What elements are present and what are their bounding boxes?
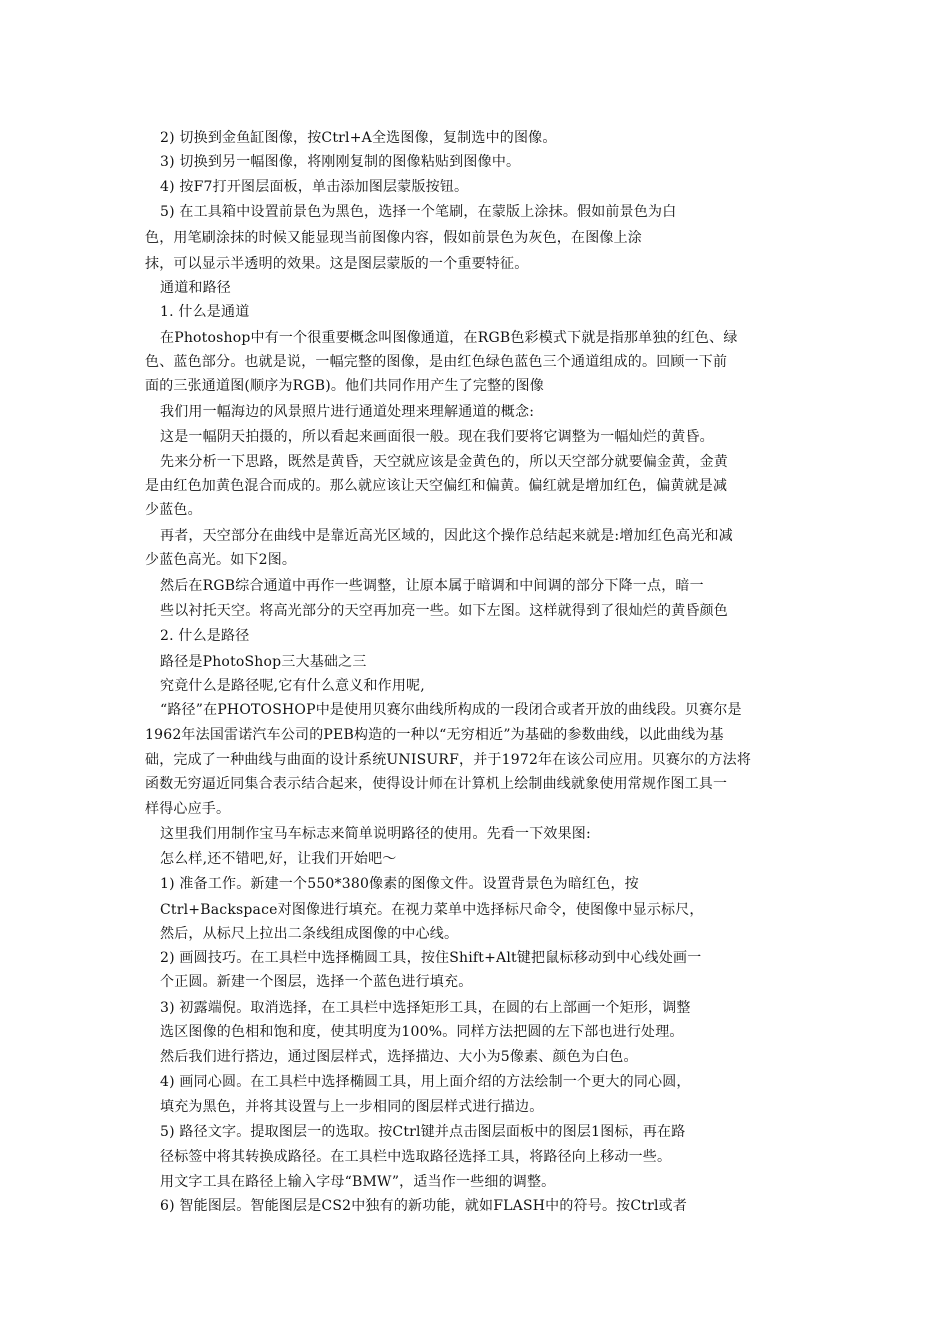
text-line: 个正圆。新建一个图层，选择一个蓝色进行填充。: [160, 974, 473, 990]
text-line: 这是一幅阴天拍摄的，所以看起来画面很一般。现在我们要将它调整为一幅灿烂的黄昏。: [160, 429, 714, 445]
text-line: 色、蓝色部分。也就是说，一幅完整的图像，是由红色绿色蓝色三个通道组成的。回顾一下前: [145, 354, 728, 370]
text-line: 些以衬托天空。将高光部分的天空再加亮一些。如下左图。这样就得到了很灿烂的黄昏颜色: [160, 603, 728, 619]
text-line: 先来分析一下思路，既然是黄昏，天空就应该是金黄色的，所以天空部分就要偏金黄，金黄: [160, 454, 728, 470]
text-line: 3) 初露端倪。取消选择，在工具栏中选择矩形工具，在圆的右上部画一个矩形，调整: [160, 1000, 691, 1016]
text-line: 6) 智能图层。智能图层是CS2中独有的新功能，就如FLASH中的符号。按Ctrl或者: [160, 1198, 688, 1214]
subsection-heading: 2. 什么是路径: [160, 628, 250, 644]
text-line: 然后在RGB综合通道中再作一些调整，让原本属于暗调和中间调的部分下降一点，暗一: [160, 578, 704, 594]
text-line: 再者，天空部分在曲线中是靠近高光区域的，因此这个操作总结起来就是:增加红色高光和减: [160, 528, 733, 544]
text-line: “路径”在PHOTOSHOP中是使用贝赛尔曲线所构成的一段闭合或者开放的曲线段。贝赛尔是: [160, 702, 742, 718]
text-line: 2) 画圆技巧。在工具栏中选择椭圆工具，按住Shift+Alt键把鼠标移动到中心线处画一: [160, 950, 702, 966]
text-line: 5) 在工具箱中设置前景色为黑色，选择一个笔刷，在蒙版上涂抹。假如前景色为白: [160, 204, 677, 220]
text-line: 少蓝色高光。如下2图。: [145, 552, 297, 568]
text-line: 抹，可以显示半透明的效果。这是图层蒙版的一个重要特征。: [145, 256, 529, 272]
text-line: 函数无穷逼近同集合表示结合起来，使得设计师在计算机上绘制曲线就象使用常规作图工具一: [145, 776, 728, 792]
text-line: 色，用笔刷涂抹的时候又能显现当前图像内容，假如前景色为灰色，在图像上涂: [145, 230, 642, 246]
text-line: 面的三张通道图(顺序为RGB)。他们共同作用产生了完整的图像: [145, 378, 544, 394]
subsection-heading: 1. 什么是通道: [160, 304, 250, 320]
text-line: Ctrl+Backspace对图像进行填充。在视力菜单中选择标尺命令，使图像中显示标尺，: [160, 902, 704, 918]
text-line: 用文字工具在路径上输入字母“BMW”，适当作一些细的调整。: [160, 1174, 556, 1190]
text-line: 是由红色加黄色混合而成的。那么就应该让天空偏红和偏黄。偏红就是增加红色，偏黄就是减: [145, 478, 728, 494]
section-heading: 通道和路径: [160, 280, 231, 296]
text-line: 1) 准备工作。新建一个550*380像素的图像文件。设置背景色为暗红色，按: [160, 876, 639, 892]
text-line: 怎么样,还不错吧,好，让我们开始吧～: [160, 851, 397, 867]
text-line: 础，完成了一种曲线与曲面的设计系统UNISURF，并于1972年在该公司应用。贝赛尔的方法将: [145, 752, 752, 768]
text-line: 4) 按F7打开图层面板，单击添加图层蒙版按钮。: [160, 179, 469, 195]
text-line: 4) 画同心圆。在工具栏中选择椭圆工具，用上面介绍的方法绘制一个更大的同心圆，: [160, 1074, 691, 1090]
text-line: 然后我们进行搭边，通过图层样式，选择描边、大小为5像素、颜色为白色。: [160, 1049, 638, 1065]
text-line: 在Photoshop中有一个很重要概念叫图像通道，在RGB色彩模式下就是指那单独的红色、绿: [160, 330, 738, 346]
text-line: 然后，从标尺上拉出二条线组成图像的中心线。: [160, 926, 459, 942]
text-line: 选区图像的色相和饱和度，使其明度为100%。同样方法把圆的左下部也进行处理。: [160, 1024, 684, 1040]
text-line: 我们用一幅海边的风景照片进行通道处理来理解通道的概念:: [160, 404, 535, 420]
text-line: 填充为黑色，并将其设置与上一步相同的图层样式进行描边。: [160, 1099, 544, 1115]
text-line: 样得心应手。: [145, 801, 231, 817]
text-line: 这里我们用制作宝马车标志来简单说明路径的使用。先看一下效果图:: [160, 826, 591, 842]
text-line: 2) 切换到金鱼缸图像，按Ctrl+A全选图像，复制选中的图像。: [160, 130, 557, 146]
text-line: 1962年法国雷诺汽车公司的PEB构造的一种以“无穷相近”为基础的参数曲线，以此曲线为基: [145, 727, 724, 743]
text-line: 路径是PhotoShop三大基础之三: [160, 654, 367, 670]
text-line: 少蓝色。: [145, 502, 202, 518]
text-line: 3) 切换到另一幅图像，将刚刚复制的图像粘贴到图像中。: [160, 154, 521, 170]
text-line: 5) 路径文字。提取图层一的选取。按Ctrl键并点击图层面板中的图层1图标，再在路: [160, 1124, 686, 1140]
text-line: 究竟什么是路径呢,它有什么意义和作用呢,: [160, 678, 425, 694]
text-line: 径标签中将其转换成路径。在工具栏中选取路径选择工具，将路径向上移动一些。: [160, 1149, 672, 1165]
